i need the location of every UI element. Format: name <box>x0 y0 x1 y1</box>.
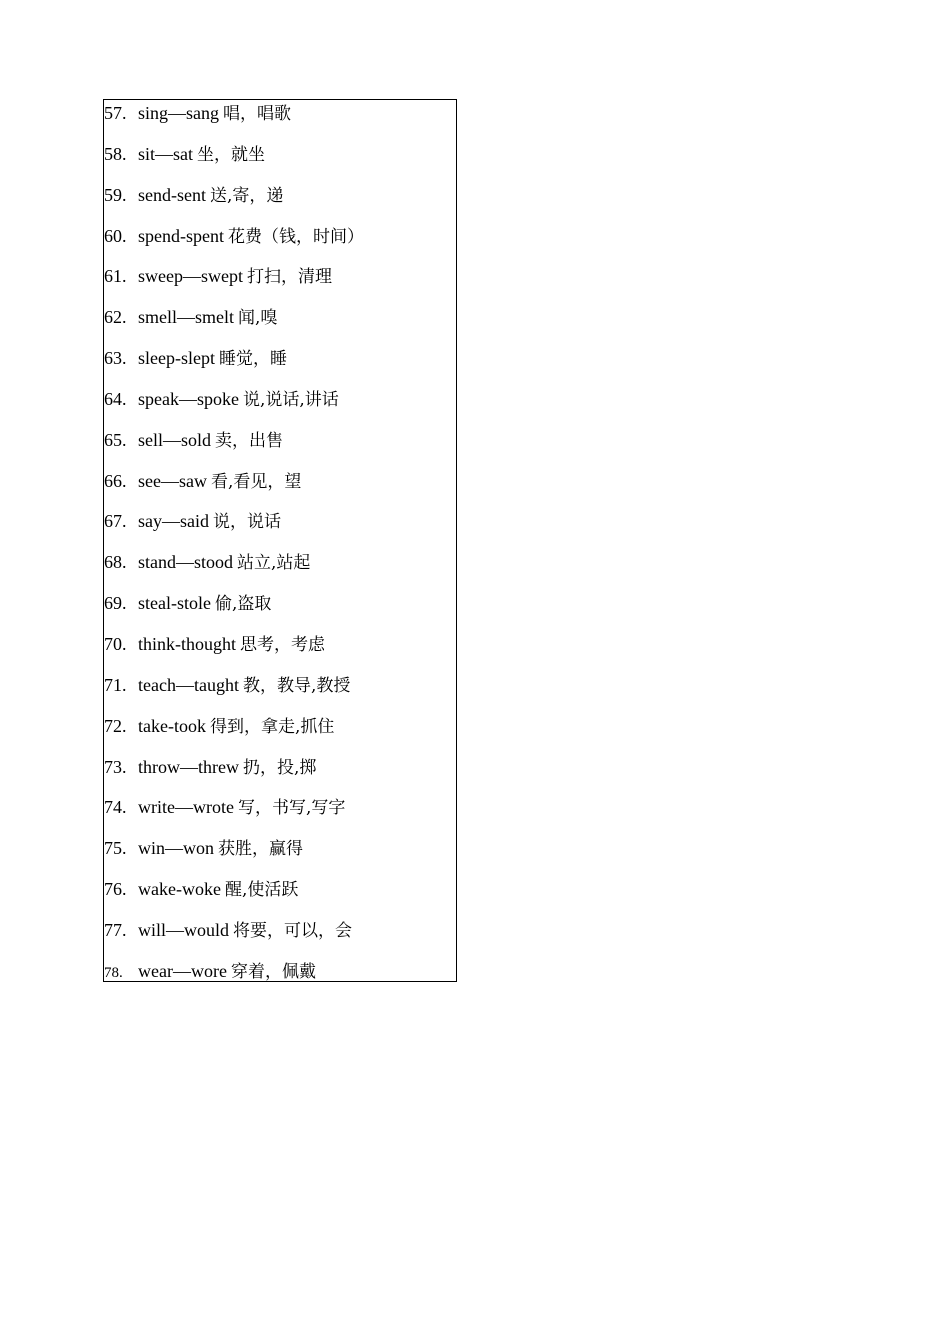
chinese-meaning: 花费（钱，时间） <box>227 227 364 247</box>
chinese-meaning: 写，书写,写字 <box>237 798 346 818</box>
verb-forms: sit—sat <box>138 144 194 164</box>
item-number: 73. <box>104 757 127 777</box>
chinese-meaning: 醒,使活跃 <box>224 880 299 900</box>
item-number: 67. <box>104 511 127 531</box>
irregular-verb-list <box>103 99 457 982</box>
item-number: 66. <box>104 471 127 491</box>
list-item <box>104 428 283 452</box>
verb-forms: throw—threw <box>138 757 239 777</box>
verb-forms: think-thought <box>138 634 236 654</box>
list-item <box>104 632 325 656</box>
list-item <box>104 673 350 697</box>
chinese-meaning: 卖，出售 <box>215 431 284 451</box>
list-item <box>104 387 339 411</box>
list-item <box>104 183 283 207</box>
verb-forms: steal-stole <box>138 593 211 613</box>
verb-forms: send-sent <box>138 185 206 205</box>
verb-forms: spend-spent <box>138 226 224 246</box>
list-item <box>104 795 345 819</box>
verb-forms: stand—stood <box>138 552 234 572</box>
chinese-meaning: 说,说话,讲话 <box>242 390 339 410</box>
verb-forms: wake-woke <box>138 879 221 899</box>
chinese-meaning: 坐，就坐 <box>197 145 266 165</box>
item-number: 65. <box>104 430 127 450</box>
item-number: 71. <box>104 675 127 695</box>
list-item <box>104 346 287 370</box>
chinese-meaning: 闻,嗅 <box>238 308 278 328</box>
item-number: 64. <box>104 389 127 409</box>
chinese-meaning: 获胜，赢得 <box>218 839 303 859</box>
item-number: 58. <box>104 144 127 164</box>
item-number: 57. <box>104 103 127 123</box>
chinese-meaning: 得到，拿走,抓住 <box>209 717 335 737</box>
verb-forms: teach—taught <box>138 675 239 695</box>
verb-forms: smell—smelt <box>138 307 234 327</box>
item-number: 78. <box>104 965 123 981</box>
chinese-meaning: 思考，考虑 <box>240 635 325 655</box>
verb-forms: write—wrote <box>138 797 234 817</box>
verb-forms: sweep—swept <box>138 266 243 286</box>
verb-forms: sell—sold <box>138 430 212 450</box>
verb-forms: sleep-slept <box>138 348 215 368</box>
list-item <box>104 509 281 533</box>
item-number: 63. <box>104 348 127 368</box>
chinese-meaning: 看,看见，望 <box>210 472 302 492</box>
verb-forms: sing—sang <box>138 103 219 123</box>
item-number: 75. <box>104 838 127 858</box>
verb-forms: speak—spoke <box>138 389 239 409</box>
list-item <box>104 101 291 125</box>
item-number: 59. <box>104 185 127 205</box>
list-item <box>104 550 310 574</box>
chinese-meaning: 睡觉，睡 <box>218 349 287 369</box>
chinese-meaning: 打扫，清理 <box>246 267 332 287</box>
item-number: 72. <box>104 716 127 736</box>
list-item <box>104 918 352 942</box>
list-item <box>104 877 298 901</box>
chinese-meaning: 唱，唱歌 <box>223 104 291 124</box>
chinese-meaning: 偷,盗取 <box>214 594 272 614</box>
chinese-meaning: 扔，投,掷 <box>242 758 317 778</box>
chinese-meaning: 将要，可以，会 <box>233 921 353 941</box>
verb-forms: win—won <box>138 838 214 858</box>
chinese-meaning: 说，说话 <box>213 512 281 532</box>
item-number: 76. <box>104 879 127 899</box>
item-number: 70. <box>104 634 127 654</box>
verb-forms: take-took <box>138 716 206 736</box>
item-number: 62. <box>104 307 127 327</box>
item-number: 61. <box>104 266 127 286</box>
item-number: 60. <box>104 226 127 246</box>
list-item <box>104 264 332 288</box>
list-item <box>104 224 364 248</box>
item-number: 77. <box>104 920 127 940</box>
list-item <box>104 305 277 329</box>
chinese-meaning: 站立,站起 <box>237 553 311 573</box>
list-item <box>104 142 265 166</box>
verb-forms: say—said <box>138 511 209 531</box>
list-item <box>104 959 316 982</box>
list-item <box>104 714 334 738</box>
list-item <box>104 755 316 779</box>
list-item <box>104 469 301 493</box>
item-number: 74. <box>104 797 127 817</box>
verb-forms: wear—wore <box>138 961 227 981</box>
chinese-meaning: 送,寄，递 <box>209 186 284 206</box>
chinese-meaning: 穿着，佩戴 <box>230 962 316 982</box>
chinese-meaning: 教，教导,教授 <box>242 676 351 696</box>
list-item <box>104 591 271 615</box>
item-number: 69. <box>104 593 127 613</box>
item-number: 68. <box>104 552 127 572</box>
list-item <box>104 836 303 860</box>
verb-forms: will—would <box>138 920 230 940</box>
verb-forms: see—saw <box>138 471 207 491</box>
